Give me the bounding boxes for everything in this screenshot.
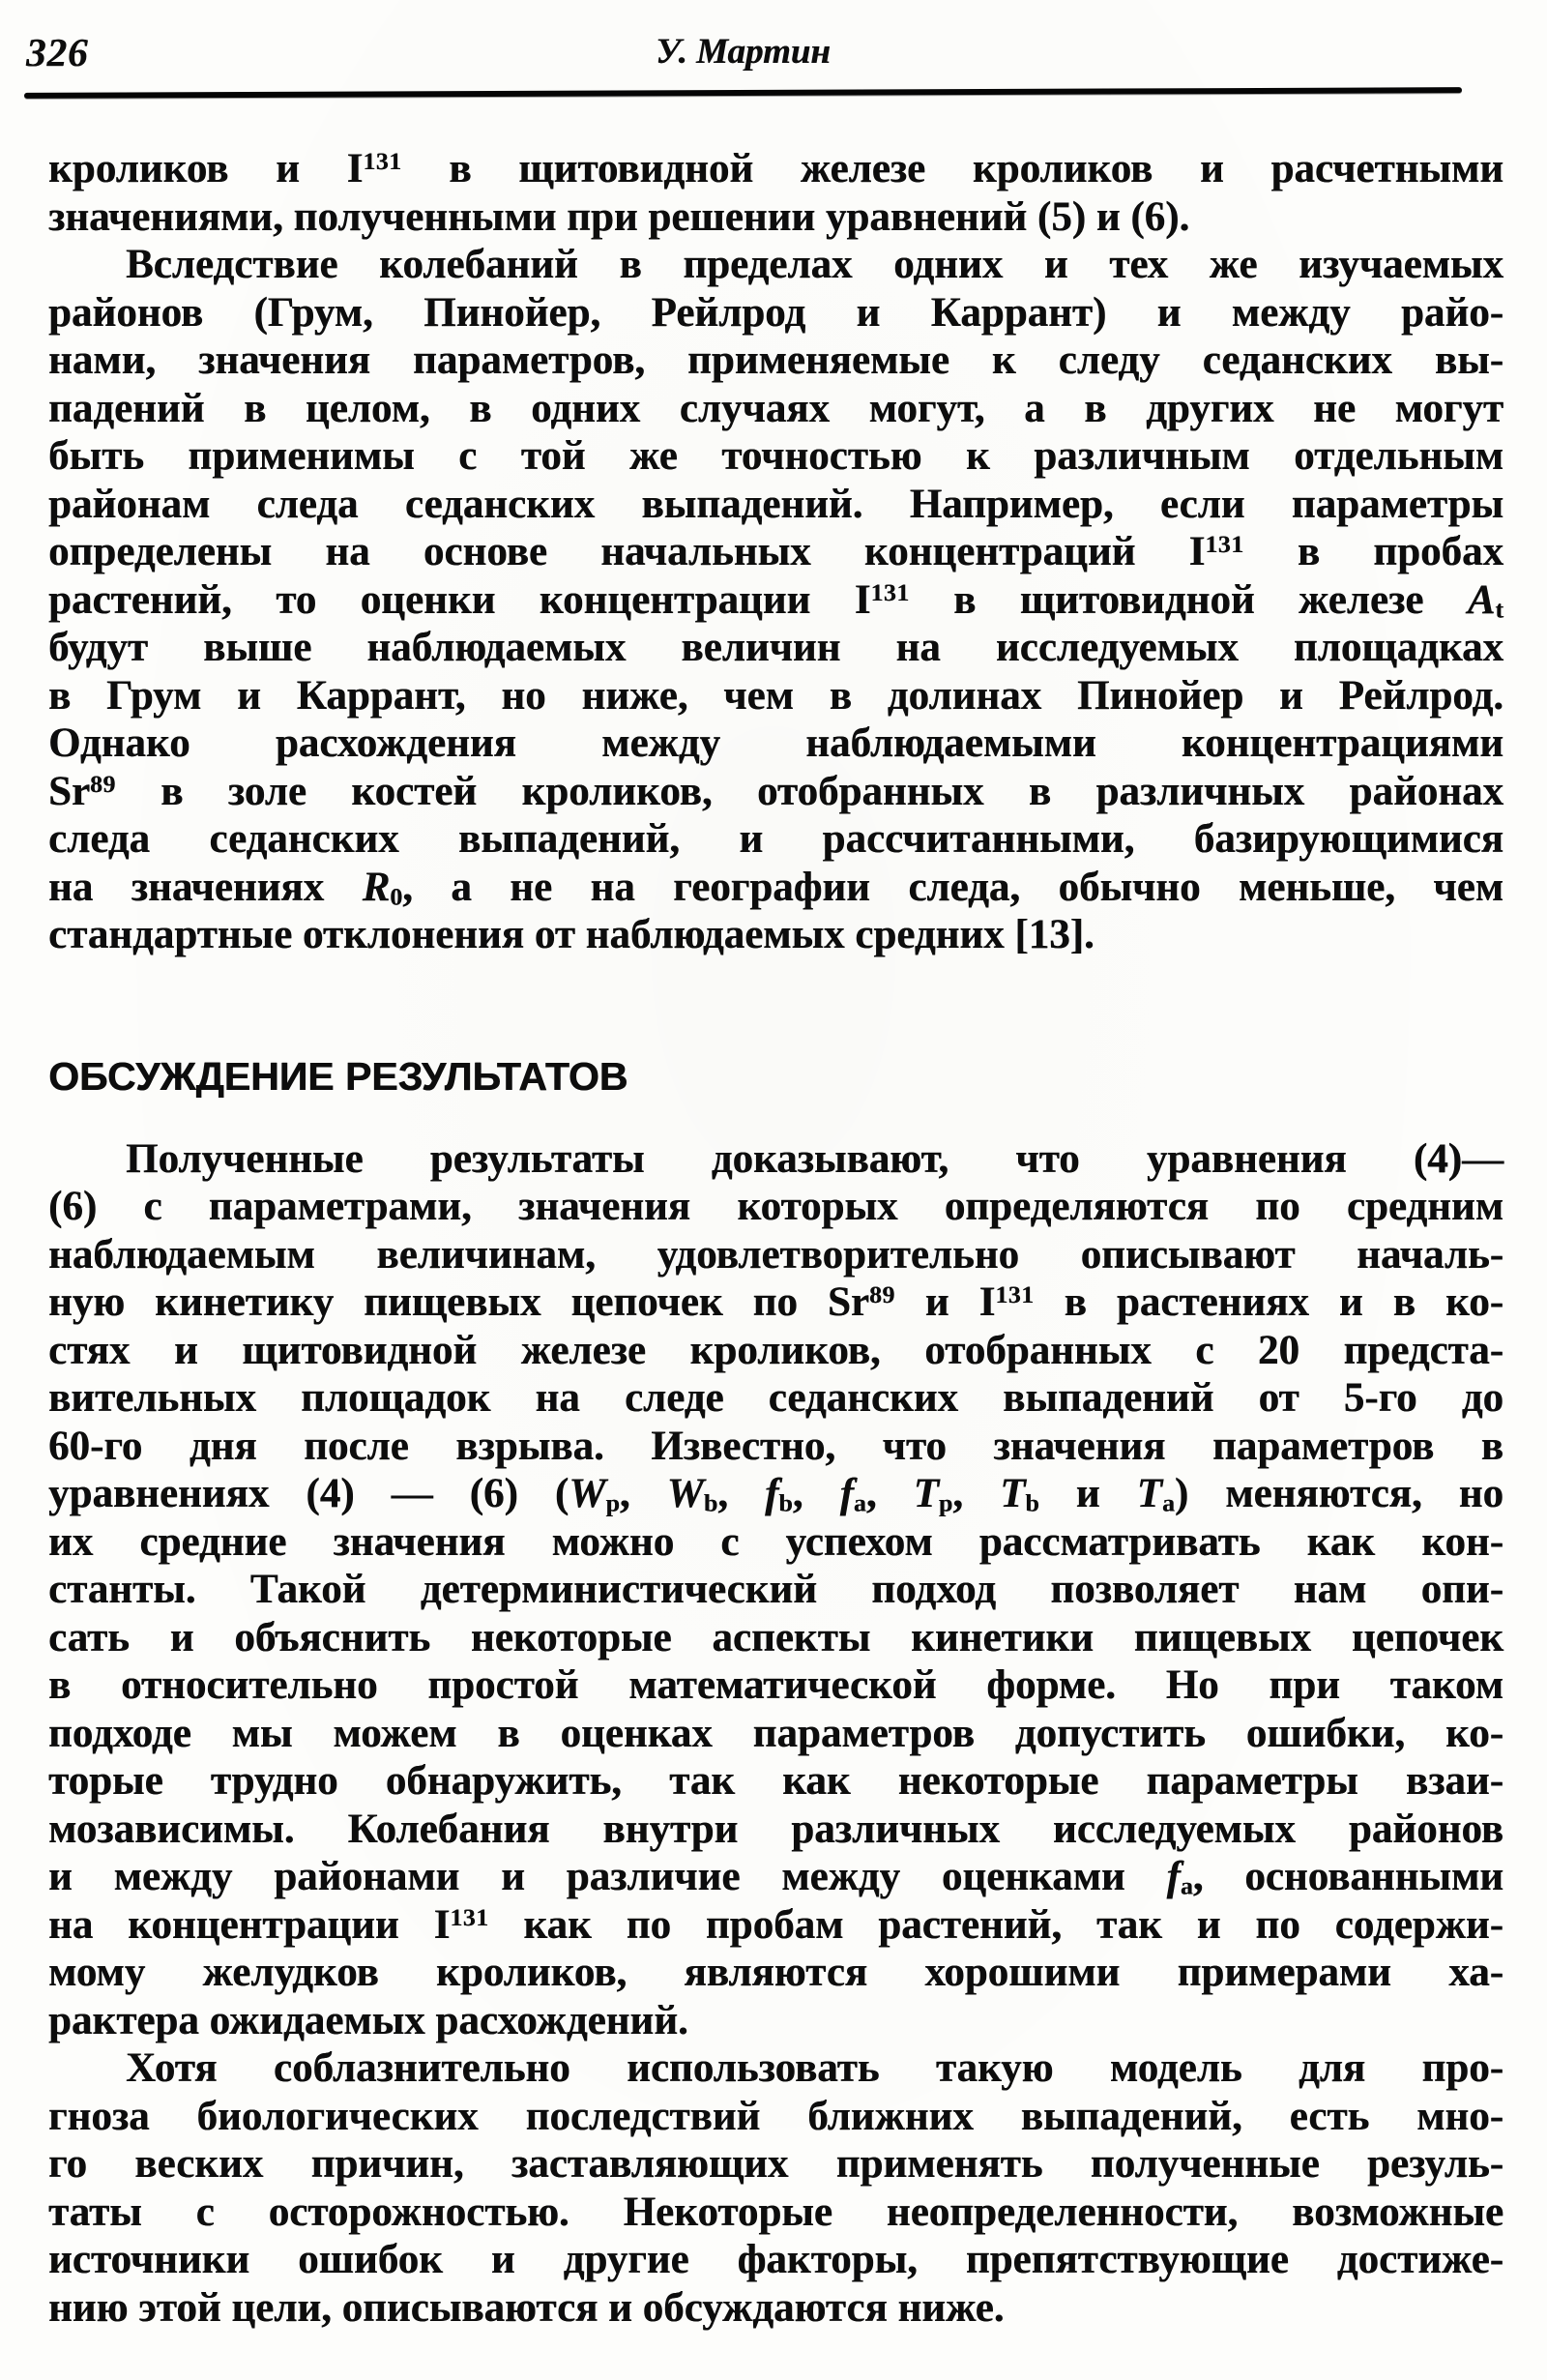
isotope-index: b <box>1025 1488 1039 1517</box>
text-line: гноза биологических последствий ближних выпадений, есть мно- <box>48 2093 1503 2139</box>
text-line: мому желудков кроликов, являются хорошими примерами ха- <box>48 1950 1503 1995</box>
page-header <box>26 29 1460 77</box>
running-header-title: У. Мартин <box>656 32 831 72</box>
body-text <box>48 145 1503 2332</box>
text-line: станты. Такой детерминистический подход позволяет нам опи- <box>48 1567 1503 1612</box>
text-line: быть применимы с той же точностью к различным отдельным <box>48 433 1503 479</box>
text-line: районам следа седанских выпадений. Например, если параметры <box>48 481 1503 527</box>
isotope-index: t <box>1495 595 1503 624</box>
text-line: сать и объяснить некоторые аспекты кинетики пищевых цепочек <box>48 1614 1503 1660</box>
isotope-index: 89 <box>868 1280 895 1309</box>
text-line: наблюдаемым величинам, удовлетворительно описывают началь- <box>48 1231 1503 1278</box>
math-symbol: W <box>569 1471 606 1516</box>
paragraph <box>48 1135 1503 2045</box>
math-symbol: W <box>666 1471 704 1516</box>
text-line: вительных площадок на следе седанских выпадений от 5-го до <box>48 1375 1503 1421</box>
text-line: Хотя соблазнительно использовать такую модель для про- <box>126 2045 1503 2091</box>
isotope-index: a <box>1180 1871 1193 1900</box>
text-line: источники ошибок и другие факторы, препятствующие достиже- <box>48 2237 1503 2282</box>
text-line: падений в целом, в одних случаях могут, а в других не могут <box>48 385 1503 431</box>
isotope-index: 131 <box>1205 530 1244 559</box>
text-line: стандартные отклонения от наблюдаемых средних [13]. <box>48 912 1095 957</box>
isotope-index: 131 <box>870 577 910 606</box>
text-line: кроликов и $I^{131}$ в щитовидной железе кроликов и расчетными <box>48 146 1503 191</box>
paragraph <box>48 2044 1503 2332</box>
header-rule <box>24 87 1462 99</box>
text-line: в Грум и Каррант, но ниже, чем в долинах Пинойер и Рейлрод. <box>48 672 1503 719</box>
text-line: нию этой цели, описываются и обсуждаются ниже. <box>48 2284 1005 2331</box>
math-symbol: f <box>765 1471 779 1516</box>
text-line: подходе мы можем в оценках параметров допустить ошибки, ко- <box>48 1710 1503 1756</box>
text-line: в относительно простой математической форме. Но при таком <box>48 1662 1503 1708</box>
text-line: (6) с параметрами, значения которых определяются по средним <box>48 1184 1503 1229</box>
math-symbol: T <box>913 1471 939 1516</box>
math-symbol: f <box>1166 1854 1181 1899</box>
math-symbol: R <box>362 864 391 910</box>
text-line: нами, значения параметров, применяемые к следу седанских вы- <box>48 338 1503 383</box>
text-line: Вследствие колебаний в пределах одних и тех же изучаемых <box>126 242 1503 287</box>
text-line: Однако расхождения между наблюдаемыми концентрациями <box>48 720 1503 766</box>
isotope-index: a <box>1161 1488 1175 1517</box>
math-symbol: T <box>1136 1471 1162 1516</box>
text-line: стях и щитовидной железе кроликов, отобранных с 20 предста- <box>48 1327 1503 1373</box>
paragraph <box>48 241 1503 959</box>
text-line: го веских причин, заставляющих применять полученные резуль- <box>48 2141 1503 2187</box>
text-line: Полученные результаты доказывают, что уравнения (4)— <box>126 1135 1503 1182</box>
text-line: на концентрации $I^{131}$ как по пробам растений, так и по содержи- <box>48 1901 1503 1948</box>
isotope-index: 0 <box>390 882 403 911</box>
text-line: следа седанских выпадений, и рассчитанными, базирующимися <box>48 816 1503 862</box>
text-line: Sr$^{89}$ в золе костей кроликов, отобранных в различных районах <box>48 768 1503 814</box>
math-symbol: T <box>1000 1471 1026 1516</box>
text-line: рактера ожидаемых расхождений. <box>48 1997 688 2043</box>
text-line: растений, то оценки концентрации $I^{131}$ в щитовидной железе $A_t$ <box>48 576 1503 624</box>
math-symbol: f <box>839 1471 854 1516</box>
text-line: значениями, полученными при решении уравнений (5) и (6). <box>48 193 1190 240</box>
text-line: уравнениях (4) — (6) ($W_p$, $W_b$, $f_b$, $f_a$, $T_p$, $T_b$ и $T_a$) меняются, но <box>48 1471 1504 1517</box>
isotope-index: 131 <box>995 1280 1035 1309</box>
text-line: их средние значения можно с успехом рассматривать как кон- <box>48 1518 1503 1565</box>
section-heading: ОБСУЖДЕНИЕ РЕЗУЛЬТАТОВ <box>48 1053 628 1099</box>
page-number: 326 <box>26 30 89 74</box>
isotope-index: p <box>605 1488 620 1517</box>
isotope-index: 131 <box>363 147 402 176</box>
text-line: ную кинетику пищевых цепочек по Sr$^{89}$ и $I^{131}$ в растениях и в ко- <box>48 1279 1503 1325</box>
text-line: определены на основе начальных концентраций $I^{131}$ в пробах <box>48 529 1503 574</box>
text-line: будут выше наблюдаемых величин на исследуемых площадках <box>48 625 1503 670</box>
isotope-index: b <box>778 1488 793 1517</box>
isotope-index: a <box>853 1488 866 1517</box>
text-line: торые трудно обнаружить, так как некоторые параметры взаи- <box>48 1758 1503 1804</box>
text-line: таты с осторожностью. Некоторые неопределенности, возможные <box>48 2189 1503 2235</box>
isotope-index: b <box>703 1488 718 1517</box>
paragraph <box>48 145 1503 241</box>
text-line: 60-го дня после взрыва. Известно, что значения параметров в <box>48 1423 1503 1469</box>
isotope-index: 131 <box>450 1902 489 1931</box>
text-line: на значениях $R_0$, а не на географии следа, обычно меньше, чем <box>48 864 1503 911</box>
text-line: районов (Грум, Пинойер, Рейлрод и Каррант) и между райо- <box>48 289 1503 336</box>
text-line: мозависимы. Колебания внутри различных исследуемых районов <box>48 1806 1503 1852</box>
isotope-index: p <box>938 1488 953 1517</box>
text-line: и между районами и различие между оценками $f_a$, основанными <box>48 1854 1503 1900</box>
isotope-index: 89 <box>90 769 116 798</box>
math-symbol: A <box>1467 576 1496 623</box>
